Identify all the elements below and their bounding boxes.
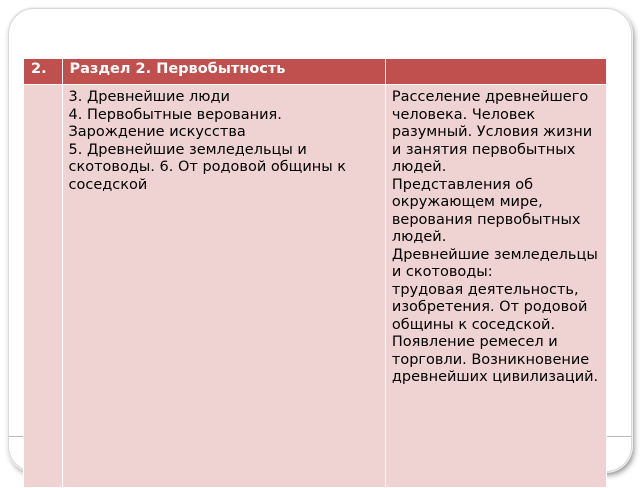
- table-row: [24, 85, 607, 488]
- row-content-cell: Расселение древнейшего человека. Человек разумный. Условия жизни и занятия первобытных людей. Представления об окружающем мире, верования первобытных людей. Древнейшие земледельцы и скотоводы: трудовая деятельность, изобретения. От родовой общины к соседской. Появление ремесел и торговли. Возникновение древнейших цивилизаций.: [385, 85, 606, 488]
- row-topics-cell: 3. Древнейшие люди 4. Первобытные верования. Зарождение искусства 5. Древнейшие земледельцы и скотоводы. 6. От родовой общины к соседской: [62, 85, 385, 488]
- table-header-row: [24, 59, 607, 85]
- header-section-cell: Раздел 2. Первобытность: [62, 59, 385, 85]
- row-number-cell: [24, 85, 63, 488]
- header-description-cell: [385, 59, 606, 85]
- header-number-cell: 2.: [24, 59, 63, 85]
- curriculum-table: [23, 58, 607, 488]
